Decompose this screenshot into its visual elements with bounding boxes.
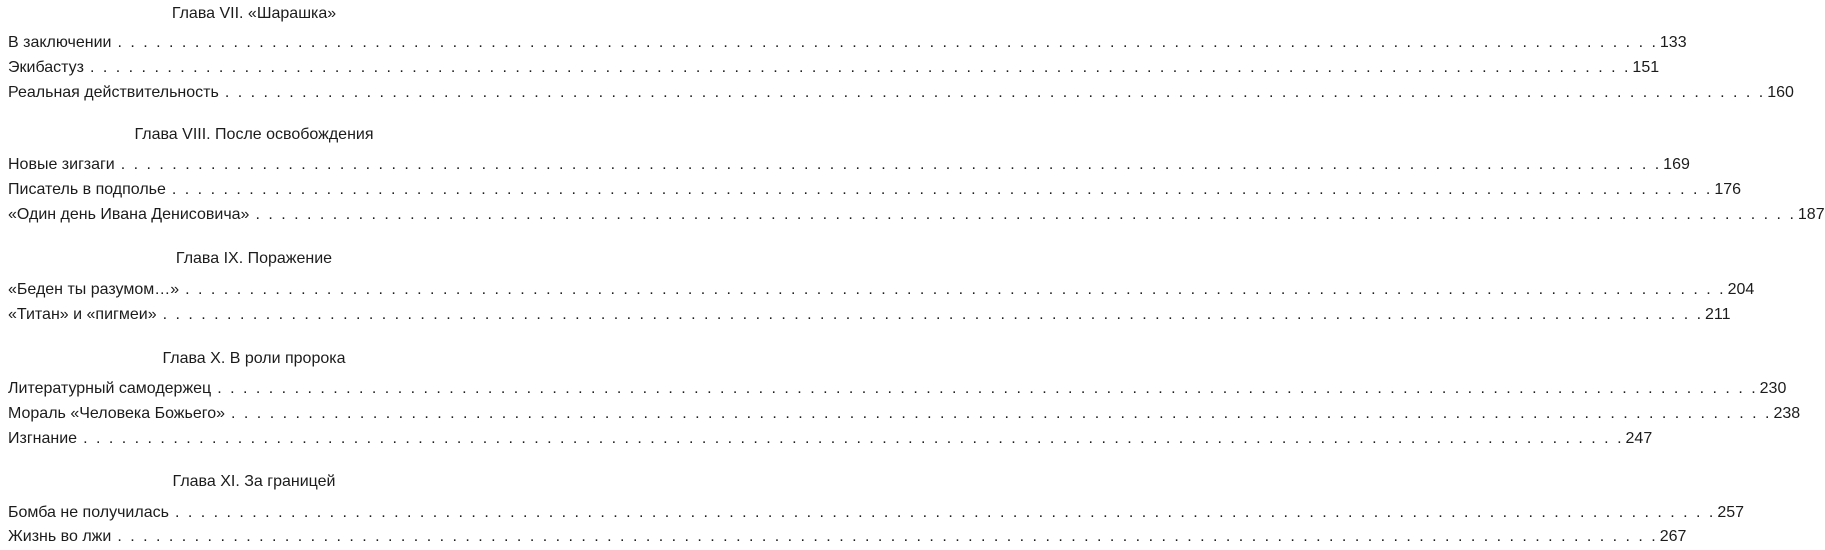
leader-dots: . . . . . . . . . . . . . . . . . . . . . . . . . . . . . . . . . . . . . . . . . . . . . . . . . . . . . . . . . . . . . . . . . . . . . . . . . . . . . . . . . . . . . . . . . . . . . . . . . . . . . . . . . . . . . . . . . . . . . . . . — [217, 380, 1758, 397]
leader-dots: . . . . . . . . . . . . . . . . . . . . . . . . . . . . . . . . . . . . . . . . . . . . . . . . . . . . . . . . . . . . . . . . . . . . . . . . . . . . . . . . . . . . . . . . . . . . . . . . . . . . . . . . . . . . . . . . . . . . . . . . — [185, 281, 1726, 298]
entry-title: Реальная действительность — [8, 84, 219, 101]
entry-page-number: 176 — [1714, 181, 1742, 198]
entry-page-number: 204 — [1727, 281, 1755, 298]
chapter-heading: Глава XI. За границей — [172, 473, 336, 490]
entry-page-number: 247 — [1625, 430, 1653, 447]
toc-entry — [8, 428, 1653, 450]
toc-entry — [8, 279, 1755, 301]
entry-page-number: 230 — [1759, 380, 1787, 397]
entry-title: Бомба не получилась — [8, 504, 169, 521]
toc-entry — [8, 304, 1731, 326]
chapter-heading: Глава VIII. После освобождения — [134, 126, 374, 143]
leader-dots: . . . . . . . . . . . . . . . . . . . . . . . . . . . . . . . . . . . . . . . . . . . . . . . . . . . . . . . . . . . . . . . . . . . . . . . . . . . . . . . . . . . . . . . . . . . . . . . . . . . . . . . . . . . . . . . . . . . . . . . . — [83, 430, 1624, 447]
entry-page-number: 257 — [1717, 504, 1745, 521]
toc-entry — [8, 82, 1794, 104]
chapter-heading: Глава VII. «Шарашка» — [171, 5, 337, 22]
toc-entry — [8, 57, 1660, 79]
entry-title: «Титан» и «пигмеи» — [8, 306, 157, 323]
entry-page-number: 187 — [1797, 206, 1825, 223]
chapter-heading: Глава X. В роли пророка — [162, 350, 346, 367]
toc-entry — [8, 502, 1745, 524]
entry-title: «Беден ты разумом…» — [8, 281, 180, 298]
entry-page-number: 151 — [1632, 59, 1660, 76]
leader-dots: . . . . . . . . . . . . . . . . . . . . . . . . . . . . . . . . . . . . . . . . . . . . . . . . . . . . . . . . . . . . . . . . . . . . . . . . . . . . . . . . . . . . . . . . . . . . . . . . . . . . . . . . . . . . . . . . . . . . . . . . — [255, 206, 1796, 223]
entry-title: Писатель в подполье — [8, 181, 166, 198]
entry-page-number: 267 — [1659, 528, 1687, 545]
entry-title: Новые зигзаги — [8, 156, 115, 173]
leader-dots: . . . . . . . . . . . . . . . . . . . . . . . . . . . . . . . . . . . . . . . . . . . . . . . . . . . . . . . . . . . . . . . . . . . . . . . . . . . . . . . . . . . . . . . . . . . . . . . . . . . . . . . . . . . . . . . . . . . . . . . . — [171, 181, 1713, 198]
leader-dots: . . . . . . . . . . . . . . . . . . . . . . . . . . . . . . . . . . . . . . . . . . . . . . . . . . . . . . . . . . . . . . . . . . . . . . . . . . . . . . . . . . . . . . . . . . . . . . . . . . . . . . . . . . . . . . . . . . . . . . . . — [162, 306, 1704, 323]
entry-title: Литературный самодержец — [8, 380, 212, 397]
toc-entry — [8, 526, 1687, 548]
toc-entry — [8, 204, 1825, 226]
entry-page-number: 238 — [1773, 405, 1801, 422]
leader-dots: . . . . . . . . . . . . . . . . . . . . . . . . . . . . . . . . . . . . . . . . . . . . . . . . . . . . . . . . . . . . . . . . . . . . . . . . . . . . . . . . . . . . . . . . . . . . . . . . . . . . . . . . . . . . . . . . . . . . . . . . — [224, 84, 1766, 101]
leader-dots: . . . . . . . . . . . . . . . . . . . . . . . . . . . . . . . . . . . . . . . . . . . . . . . . . . . . . . . . . . . . . . . . . . . . . . . . . . . . . . . . . . . . . . . . . . . . . . . . . . . . . . . . . . . . . . . . . . . . . . . . — [174, 504, 1716, 521]
entry-title: Мораль «Человека Божьего» — [8, 405, 226, 422]
toc-entry — [8, 154, 1690, 176]
leader-dots: . . . . . . . . . . . . . . . . . . . . . . . . . . . . . . . . . . . . . . . . . . . . . . . . . . . . . . . . . . . . . . . . . . . . . . . . . . . . . . . . . . . . . . . . . . . . . . . . . . . . . . . . . . . . . . . . . . . . . . . . — [89, 59, 1631, 76]
leader-dots: . . . . . . . . . . . . . . . . . . . . . . . . . . . . . . . . . . . . . . . . . . . . . . . . . . . . . . . . . . . . . . . . . . . . . . . . . . . . . . . . . . . . . . . . . . . . . . . . . . . . . . . . . . . . . . . . . . . . . . . . — [120, 156, 1662, 173]
toc-entry — [8, 32, 1687, 54]
entry-page-number: 211 — [1705, 306, 1731, 323]
toc-entry — [8, 378, 1787, 400]
toc-entry — [8, 403, 1801, 425]
leader-dots: . . . . . . . . . . . . . . . . . . . . . . . . . . . . . . . . . . . . . . . . . . . . . . . . . . . . . . . . . . . . . . . . . . . . . . . . . . . . . . . . . . . . . . . . . . . . . . . . . . . . . . . . . . . . . . . . . . . . . . . . — [117, 34, 1658, 51]
entry-page-number: 160 — [1767, 84, 1794, 101]
entry-page-number: 133 — [1659, 34, 1687, 51]
entry-page-number: 169 — [1663, 156, 1690, 173]
entry-title: В заключении — [8, 34, 112, 51]
toc-entry — [8, 179, 1742, 201]
entry-title: Изгнание — [8, 430, 78, 447]
leader-dots: . . . . . . . . . . . . . . . . . . . . . . . . . . . . . . . . . . . . . . . . . . . . . . . . . . . . . . . . . . . . . . . . . . . . . . . . . . . . . . . . . . . . . . . . . . . . . . . . . . . . . . . . . . . . . . . . . . . . . . . . — [231, 405, 1772, 422]
entry-title: Экибастуз — [8, 59, 84, 76]
entry-title: «Один день Ивана Денисовича» — [8, 206, 250, 223]
chapter-heading: Глава IX. Поражение — [175, 250, 333, 267]
entry-title: Жизнь во лжи — [8, 528, 112, 545]
leader-dots: . . . . . . . . . . . . . . . . . . . . . . . . . . . . . . . . . . . . . . . . . . . . . . . . . . . . . . . . . . . . . . . . . . . . . . . . . . . . . . . . . . . . . . . . . . . . . . . . . . . . . . . . . . . . . . . . . . . . . . . . — [117, 528, 1658, 545]
